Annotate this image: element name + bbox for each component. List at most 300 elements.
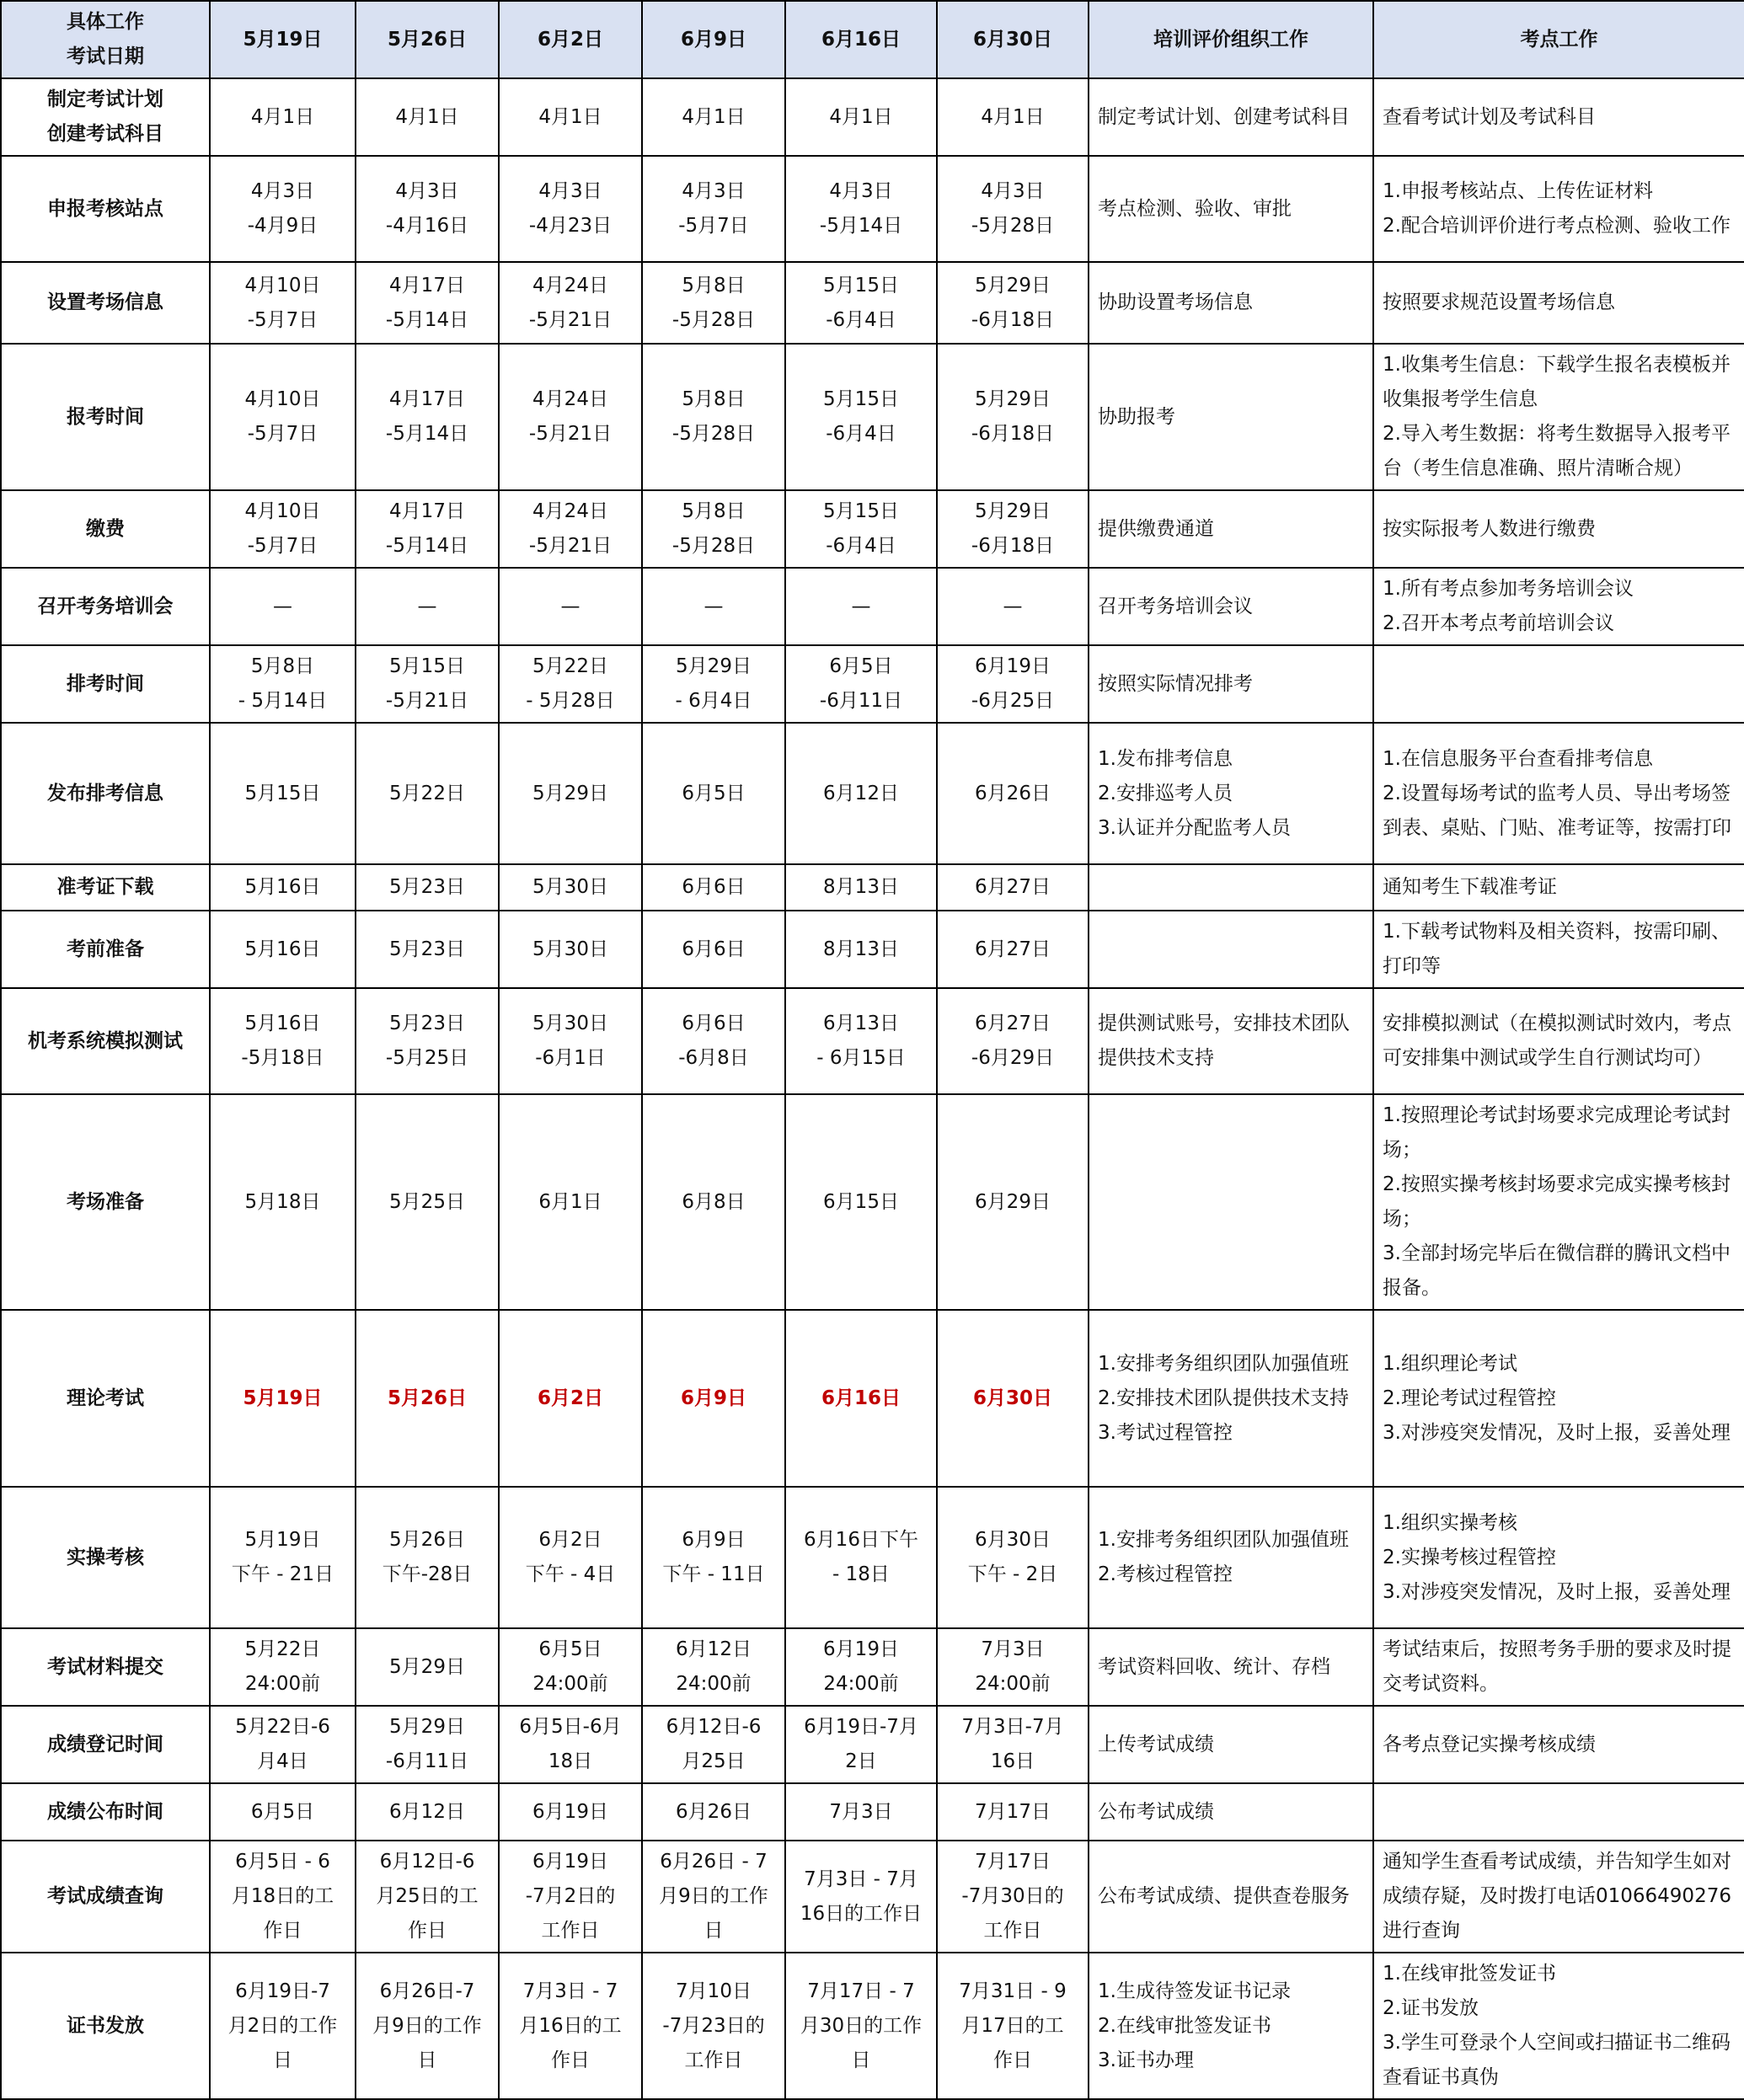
- task-cell: [1, 490, 210, 568]
- date-cell-text: 5月29日 -6月18日: [971, 388, 1055, 445]
- header-date: 5月19日: [210, 1, 356, 78]
- date-cell-text: 5月15日 -6月4日: [823, 500, 899, 557]
- date-cell-text: 5月29日 -6月18日: [971, 274, 1055, 331]
- date-cell: [356, 1094, 499, 1310]
- date-cell-text: 4月17日 -5月14日: [385, 500, 469, 557]
- org-work-cell: [1089, 1310, 1373, 1487]
- org-work-cell-text: 考点检测、验收、审批: [1098, 197, 1292, 220]
- date-cell-text: 6月12日-6 月25日: [666, 1716, 762, 1772]
- org-work-cell-text: 1.安排考务组织团队加强值班 2.考核过程管控: [1098, 1529, 1349, 1585]
- date-cell: [356, 1953, 499, 2099]
- date-cell: [937, 723, 1089, 864]
- date-cell: [785, 864, 937, 911]
- date-cell-text: 5月22日 24:00前: [244, 1638, 321, 1695]
- org-work-cell: [1089, 78, 1373, 156]
- date-cell-text: 6月16日下午 - 18日: [804, 1529, 918, 1585]
- date-cell: [937, 1628, 1089, 1706]
- site-work-cell: [1373, 911, 1744, 988]
- site-work-cell: [1373, 1783, 1744, 1841]
- site-work-cell-text: 按实际报考人数进行缴费: [1383, 517, 1596, 540]
- date-cell: [785, 1841, 937, 1953]
- date-cell: [642, 1953, 785, 2099]
- date-cell-text: 6月15日: [823, 1190, 899, 1213]
- org-work-cell-text: 制定考试计划、创建考试科目: [1098, 105, 1350, 128]
- table-row: [1, 344, 1744, 490]
- date-cell: [499, 568, 642, 645]
- date-cell: [499, 78, 642, 156]
- site-work-cell-text: 各考点登记实操考核成绩: [1383, 1733, 1596, 1755]
- site-work-cell: [1373, 1094, 1744, 1310]
- date-cell-text: 4月3日 -4月16日: [385, 180, 469, 237]
- date-cell-text: 6月5日 -6月11日: [819, 655, 903, 712]
- org-work-cell: [1089, 1706, 1373, 1783]
- date-cell-text: 6月6日 -6月8日: [678, 1013, 749, 1069]
- date-cell: [937, 645, 1089, 723]
- site-work-cell: [1373, 1628, 1744, 1706]
- date-cell-text: 4月3日 -5月7日: [678, 180, 749, 237]
- date-cell-text: 4月3日 -5月28日: [971, 180, 1055, 237]
- date-cell: [499, 262, 642, 344]
- date-cell-text: 6月26日-7 月9日的工作 日: [372, 1980, 482, 2071]
- date-cell-text: 6月19日-7月 2日: [804, 1716, 918, 1772]
- task-cell: [1, 262, 210, 344]
- org-work-cell: [1089, 1628, 1373, 1706]
- task-cell: [1, 1094, 210, 1310]
- date-cell-text: 6月12日: [823, 782, 899, 804]
- task-cell-text: 理论考试: [67, 1387, 144, 1409]
- date-cell-text: 6月5日 24:00前: [532, 1638, 608, 1695]
- date-cell-text: 7月17日: [975, 1800, 1051, 1823]
- org-work-cell: [1089, 864, 1373, 911]
- date-cell: [785, 1706, 937, 1783]
- org-work-cell-text: 召开考务培训会议: [1098, 595, 1253, 617]
- date-cell-text: 6月19日 -7月2日的 工作日: [525, 1851, 616, 1942]
- date-cell-text: 5月29日: [389, 1655, 465, 1678]
- date-cell: [356, 645, 499, 723]
- date-cell: [785, 78, 937, 156]
- date-cell-text: 4月24日 -5月21日: [528, 274, 613, 331]
- date-cell-text: 7月3日-7月 16日: [961, 1716, 1064, 1772]
- date-cell-text: 7月3日 24:00前: [975, 1638, 1051, 1695]
- date-cell-text: 5月30日: [532, 876, 608, 898]
- org-work-cell: [1089, 344, 1373, 490]
- date-cell: [785, 1310, 937, 1487]
- date-cell-text: —: [560, 595, 580, 617]
- date-cell: [937, 490, 1089, 568]
- date-cell-text: 4月24日 -5月21日: [528, 388, 613, 445]
- task-cell: [1, 78, 210, 156]
- date-cell-text: 5月23日: [389, 876, 465, 898]
- date-cell-text: 5月16日 -5月18日: [241, 1013, 324, 1069]
- task-cell-text: 缴费: [86, 517, 125, 540]
- date-cell-text: 6月29日: [975, 1190, 1051, 1213]
- date-cell: [356, 156, 499, 262]
- header-site-column: 考点工作: [1373, 1, 1744, 78]
- task-cell-text: 排考时间: [67, 672, 144, 695]
- org-work-cell-text: 公布考试成绩: [1098, 1800, 1214, 1823]
- site-work-cell-text: 按照要求规范设置考场信息: [1383, 291, 1615, 313]
- date-cell: [785, 1487, 937, 1628]
- date-cell: [642, 344, 785, 490]
- schedule-body: [1, 78, 1744, 2099]
- date-cell-text: 6月12日: [389, 1800, 465, 1823]
- task-cell-text: 发布排考信息: [47, 782, 163, 804]
- date-cell: [785, 1953, 937, 2099]
- org-work-cell: [1089, 1841, 1373, 1953]
- date-cell: [210, 344, 356, 490]
- date-cell-text: 5月15日 -5月21日: [385, 655, 469, 712]
- date-cell-text: 5月22日-6 月4日: [235, 1716, 330, 1772]
- date-cell-text: 6月5日: [250, 1800, 315, 1823]
- table-row: [1, 262, 1744, 344]
- site-work-cell-text: 1.在线审批签发证书 2.证书发放 3.学生可登录个人空间或扫描证书二维码查看证书真伪: [1383, 1963, 1731, 2088]
- date-cell-text: 6月13日 - 6月15日: [816, 1013, 906, 1069]
- site-work-cell-text: 1.组织理论考试 2.理论考试过程管控 3.对涉疫突发情况，及时上报，妥善处理: [1383, 1352, 1731, 1444]
- date-cell-text: 6月5日-6月 18日: [519, 1716, 622, 1772]
- site-work-cell: [1373, 344, 1744, 490]
- task-cell-text: 证书发放: [67, 2014, 144, 2037]
- date-cell-text: 6月30日 下午 - 2日: [967, 1529, 1058, 1585]
- date-cell: [210, 78, 356, 156]
- date-cell: [785, 1783, 937, 1841]
- date-cell-text: 8月13日: [823, 876, 899, 898]
- date-cell-text: 5月8日 -5月28日: [671, 388, 756, 445]
- date-cell-text: 5月26日: [387, 1387, 467, 1409]
- date-cell-text: 5月30日 -6月1日: [532, 1013, 608, 1069]
- table-row: [1, 1094, 1744, 1310]
- task-cell: [1, 1310, 210, 1487]
- date-cell: [210, 1094, 356, 1310]
- date-cell: [499, 1487, 642, 1628]
- task-cell: [1, 1487, 210, 1628]
- date-cell-text: 6月19日-7 月2日的工作 日: [227, 1980, 338, 2071]
- task-cell-text: 制定考试计划 创建考试科目: [47, 88, 163, 145]
- date-cell: [499, 1841, 642, 1953]
- date-cell-text: 6月26日: [676, 1800, 752, 1823]
- date-cell: [499, 1783, 642, 1841]
- date-cell: [356, 988, 499, 1094]
- site-work-cell: [1373, 262, 1744, 344]
- date-cell-text: 7月31日 - 9 月17日的工 作日: [959, 1980, 1067, 2071]
- task-cell-text: 成绩公布时间: [47, 1800, 163, 1823]
- date-cell-text: 6月27日: [975, 876, 1051, 898]
- date-cell-text: 6月6日: [682, 876, 746, 898]
- org-work-cell: [1089, 568, 1373, 645]
- date-cell: [937, 864, 1089, 911]
- date-cell-text: 6月27日 -6月29日: [971, 1013, 1055, 1069]
- task-cell: [1, 1706, 210, 1783]
- date-cell-text: 7月17日 -7月30日的 工作日: [961, 1851, 1064, 1942]
- table-row: [1, 1953, 1744, 2099]
- date-cell-text: 5月29日 -6月11日: [385, 1716, 469, 1772]
- table-row: [1, 156, 1744, 262]
- date-cell: [356, 1841, 499, 1953]
- date-cell: [937, 1310, 1089, 1487]
- task-cell: [1, 864, 210, 911]
- date-cell: [642, 723, 785, 864]
- site-work-cell: [1373, 988, 1744, 1094]
- site-work-cell-text: 1.所有考点参加考务培训会议 2.召开本考点考前培训会议: [1383, 578, 1634, 634]
- task-cell-text: 设置考场信息: [47, 291, 163, 313]
- table-row: [1, 1841, 1744, 1953]
- header-date: 6月9日: [642, 1, 785, 78]
- date-cell: [356, 1706, 499, 1783]
- date-cell-text: 5月8日 -5月28日: [671, 500, 756, 557]
- date-cell-text: 6月26日 - 7 月9日的工作 日: [659, 1851, 768, 1942]
- org-work-cell: [1089, 1094, 1373, 1310]
- org-work-cell: [1089, 1953, 1373, 2099]
- site-work-cell-text: 通知学生查看考试成绩，并告知学生如对成绩存疑，及时拨打电话01066490276进行查询: [1383, 1851, 1731, 1942]
- task-cell: [1, 568, 210, 645]
- date-cell: [937, 988, 1089, 1094]
- date-cell: [642, 988, 785, 1094]
- date-cell-text: 6月16日: [821, 1387, 901, 1409]
- date-cell: [642, 1487, 785, 1628]
- date-cell: [785, 1628, 937, 1706]
- date-cell: [937, 568, 1089, 645]
- date-cell: [356, 1310, 499, 1487]
- header-org-column: 培训评价组织工作: [1089, 1, 1373, 78]
- date-cell: [499, 864, 642, 911]
- date-cell-text: 4月10日 -5月7日: [244, 388, 321, 445]
- org-work-cell-text: 按照实际情况排考: [1098, 672, 1253, 695]
- date-cell-text: 6月19日: [532, 1800, 608, 1823]
- header-date: 6月30日: [937, 1, 1089, 78]
- site-work-cell: [1373, 568, 1744, 645]
- date-cell: [937, 78, 1089, 156]
- date-cell: [785, 344, 937, 490]
- date-cell-text: 4月1日: [682, 105, 746, 128]
- date-cell: [356, 911, 499, 988]
- date-cell-text: 5月19日: [243, 1387, 323, 1409]
- date-cell-text: 5月23日 -5月25日: [385, 1013, 469, 1069]
- site-work-cell: [1373, 864, 1744, 911]
- header-date: 6月16日: [785, 1, 937, 78]
- date-cell: [785, 911, 937, 988]
- date-cell: [785, 156, 937, 262]
- task-cell-text: 准考证下载: [56, 876, 154, 898]
- date-cell-text: 5月8日 - 5月14日: [238, 655, 328, 712]
- date-cell-text: 6月19日 24:00前: [823, 1638, 899, 1695]
- date-cell-text: 6月9日 下午 - 11日: [662, 1529, 765, 1585]
- date-cell-text: 5月22日: [389, 782, 465, 804]
- date-cell-text: 6月1日: [538, 1190, 602, 1213]
- header-row: [1, 1, 1744, 78]
- date-cell-text: 4月1日: [829, 105, 893, 128]
- date-cell-text: 5月23日: [389, 938, 465, 960]
- task-cell: [1, 723, 210, 864]
- date-cell-text: 5月15日: [244, 782, 321, 804]
- date-cell: [642, 1094, 785, 1310]
- date-cell: [499, 723, 642, 864]
- date-cell-text: —: [703, 595, 724, 617]
- date-cell-text: 5月16日: [244, 876, 321, 898]
- date-cell: [785, 490, 937, 568]
- site-work-cell-text: 1.组织实操考核 2.实操考核过程管控 3.对涉疫突发情况，及时上报，妥善处理: [1383, 1511, 1731, 1603]
- site-work-cell: [1373, 156, 1744, 262]
- date-cell: [785, 1094, 937, 1310]
- date-cell-text: —: [417, 595, 437, 617]
- site-work-cell-text: 考试结束后，按照考务手册的要求及时提交考试资料。: [1383, 1638, 1731, 1695]
- date-cell-text: 6月2日: [537, 1387, 603, 1409]
- date-cell-text: 5月25日: [389, 1190, 465, 1213]
- table-row: [1, 1783, 1744, 1841]
- table-row: [1, 1628, 1744, 1706]
- date-cell: [937, 1841, 1089, 1953]
- date-cell: [642, 262, 785, 344]
- org-work-cell: [1089, 262, 1373, 344]
- date-cell: [785, 723, 937, 864]
- date-cell-text: 5月30日: [532, 938, 608, 960]
- date-cell: [210, 262, 356, 344]
- date-cell-text: 4月24日 -5月21日: [528, 500, 613, 557]
- task-cell-text: 机考系统模拟测试: [28, 1029, 183, 1052]
- date-cell: [499, 1706, 642, 1783]
- header-date: 5月26日: [356, 1, 499, 78]
- date-cell-text: —: [1003, 595, 1023, 617]
- table-row: [1, 1310, 1744, 1487]
- date-cell: [499, 490, 642, 568]
- site-work-cell-text: 1.申报考核站点、上传佐证材料 2.配合培训评价进行考点检测、验收工作: [1383, 180, 1731, 237]
- date-cell: [642, 568, 785, 645]
- table-row: [1, 78, 1744, 156]
- org-work-cell: [1089, 156, 1373, 262]
- date-cell: [210, 988, 356, 1094]
- date-cell-text: 4月10日 -5月7日: [244, 274, 321, 331]
- header-date: 6月2日: [499, 1, 642, 78]
- date-cell: [210, 723, 356, 864]
- date-cell-text: 6月12日 24:00前: [676, 1638, 752, 1695]
- date-cell: [937, 1706, 1089, 1783]
- date-cell-text: 5月15日 -6月4日: [823, 388, 899, 445]
- date-cell-text: 5月22日 - 5月28日: [526, 655, 615, 712]
- date-cell: [937, 1094, 1089, 1310]
- date-cell-text: 7月3日 - 7月 16日的工作日: [800, 1868, 923, 1925]
- task-cell-text: 考试材料提交: [47, 1655, 163, 1678]
- table-row: [1, 568, 1744, 645]
- date-cell: [499, 344, 642, 490]
- date-cell: [642, 645, 785, 723]
- date-cell: [642, 1706, 785, 1783]
- site-work-cell-text: 1.在信息服务平台查看排考信息 2.设置每场考试的监考人员、导出考场签到表、桌贴、门贴、准考证等，按需打印: [1383, 747, 1731, 839]
- date-cell: [499, 988, 642, 1094]
- org-work-cell-text: 提供缴费通道: [1098, 517, 1214, 540]
- date-cell: [785, 988, 937, 1094]
- date-cell: [937, 156, 1089, 262]
- date-cell: [499, 1094, 642, 1310]
- site-work-cell-text: 1.下载考试物料及相关资料，按需印刷、打印等: [1383, 921, 1731, 977]
- table-row: [1, 988, 1744, 1094]
- date-cell: [356, 344, 499, 490]
- task-cell-text: 召开考务培训会: [37, 595, 174, 617]
- task-cell-text: 报考时间: [67, 405, 144, 428]
- date-cell: [937, 1487, 1089, 1628]
- date-cell: [210, 645, 356, 723]
- date-cell-text: 5月26日 下午-28日: [382, 1529, 473, 1585]
- date-cell: [210, 1841, 356, 1953]
- site-work-cell: [1373, 1706, 1744, 1783]
- date-cell-text: 7月3日 - 7 月16日的工 作日: [519, 1980, 622, 2071]
- date-cell: [937, 1783, 1089, 1841]
- task-cell: [1, 988, 210, 1094]
- date-cell-text: 6月8日: [682, 1190, 746, 1213]
- org-work-cell: [1089, 988, 1373, 1094]
- site-work-cell-text: 1.收集考生信息：下载学生报名表模板并收集报考学生信息 2.导入考生数据：将考生数据导入报考平台（考生信息准确、照片清晰合规）: [1383, 354, 1731, 479]
- site-work-cell-text: 通知考生下载准考证: [1383, 876, 1557, 898]
- table-row: [1, 490, 1744, 568]
- site-work-cell: [1373, 1487, 1744, 1628]
- date-cell-text: —: [273, 595, 292, 617]
- task-cell-text: 申报考核站点: [47, 197, 163, 220]
- date-cell: [356, 262, 499, 344]
- date-cell-text: 7月17日 - 7 月30日的工作 日: [800, 1980, 923, 2071]
- org-work-cell-text: 上传考试成绩: [1098, 1733, 1214, 1755]
- date-cell-text: 5月29日 -6月18日: [971, 500, 1055, 557]
- date-cell-text: 4月3日 -4月9日: [247, 180, 318, 237]
- date-cell: [210, 568, 356, 645]
- org-work-cell: [1089, 490, 1373, 568]
- date-cell: [210, 156, 356, 262]
- org-work-cell-text: 考试资料回收、统计、存档: [1098, 1655, 1330, 1678]
- site-work-cell: [1373, 1953, 1744, 2099]
- date-cell: [210, 490, 356, 568]
- org-work-cell: [1089, 645, 1373, 723]
- date-cell: [642, 1310, 785, 1487]
- date-cell-text: 5月18日: [244, 1190, 321, 1213]
- date-cell-text: —: [851, 595, 871, 617]
- task-cell: [1, 156, 210, 262]
- site-work-cell-text: 1.按照理论考试封场要求完成理论考试封场； 2.按照实操考核封场要求完成实操考核封场； 3.全部封场完毕后在微信群的腾讯文档中报备。: [1383, 1104, 1731, 1299]
- org-work-cell: [1089, 723, 1373, 864]
- org-work-cell: [1089, 911, 1373, 988]
- date-cell: [499, 645, 642, 723]
- site-work-cell-text: 查看考试计划及考试科目: [1383, 105, 1596, 128]
- date-cell-text: 4月17日 -5月14日: [385, 388, 469, 445]
- date-cell: [642, 1783, 785, 1841]
- date-cell: [356, 723, 499, 864]
- org-work-cell-text: 1.生成待签发证书记录 2.在线审批签发证书 3.证书办理: [1098, 1980, 1291, 2071]
- task-cell: [1, 344, 210, 490]
- date-cell-text: 4月17日 -5月14日: [385, 274, 469, 331]
- date-cell: [642, 1628, 785, 1706]
- task-cell: [1, 1628, 210, 1706]
- task-cell-text: 成绩登记时间: [47, 1733, 163, 1755]
- date-cell-text: 6月27日: [975, 938, 1051, 960]
- date-cell-text: 4月1日: [250, 105, 315, 128]
- date-cell-text: 4月1日: [538, 105, 602, 128]
- date-cell: [356, 864, 499, 911]
- org-work-cell: [1089, 1783, 1373, 1841]
- date-cell: [210, 911, 356, 988]
- date-cell: [210, 1706, 356, 1783]
- date-cell: [356, 78, 499, 156]
- org-work-cell-text: 协助报考: [1098, 405, 1175, 428]
- date-cell-text: 5月19日 下午 - 21日: [231, 1529, 334, 1585]
- task-cell-text: 考前准备: [67, 938, 144, 960]
- task-cell: [1, 911, 210, 988]
- date-cell-text: 7月10日 -7月23日的 工作日: [662, 1980, 765, 2071]
- date-cell: [785, 645, 937, 723]
- date-cell-text: 4月3日 -4月23日: [528, 180, 613, 237]
- date-cell: [642, 156, 785, 262]
- date-cell-text: 6月12日-6 月25日的工 作日: [376, 1851, 479, 1942]
- date-cell-text: 6月6日: [682, 938, 746, 960]
- date-cell-text: 5月8日 -5月28日: [671, 274, 756, 331]
- org-work-cell-text: 1.安排考务组织团队加强值班 2.安排技术团队提供技术支持 3.考试过程管控: [1098, 1352, 1349, 1444]
- date-cell: [937, 262, 1089, 344]
- date-cell: [937, 1953, 1089, 2099]
- date-cell: [642, 911, 785, 988]
